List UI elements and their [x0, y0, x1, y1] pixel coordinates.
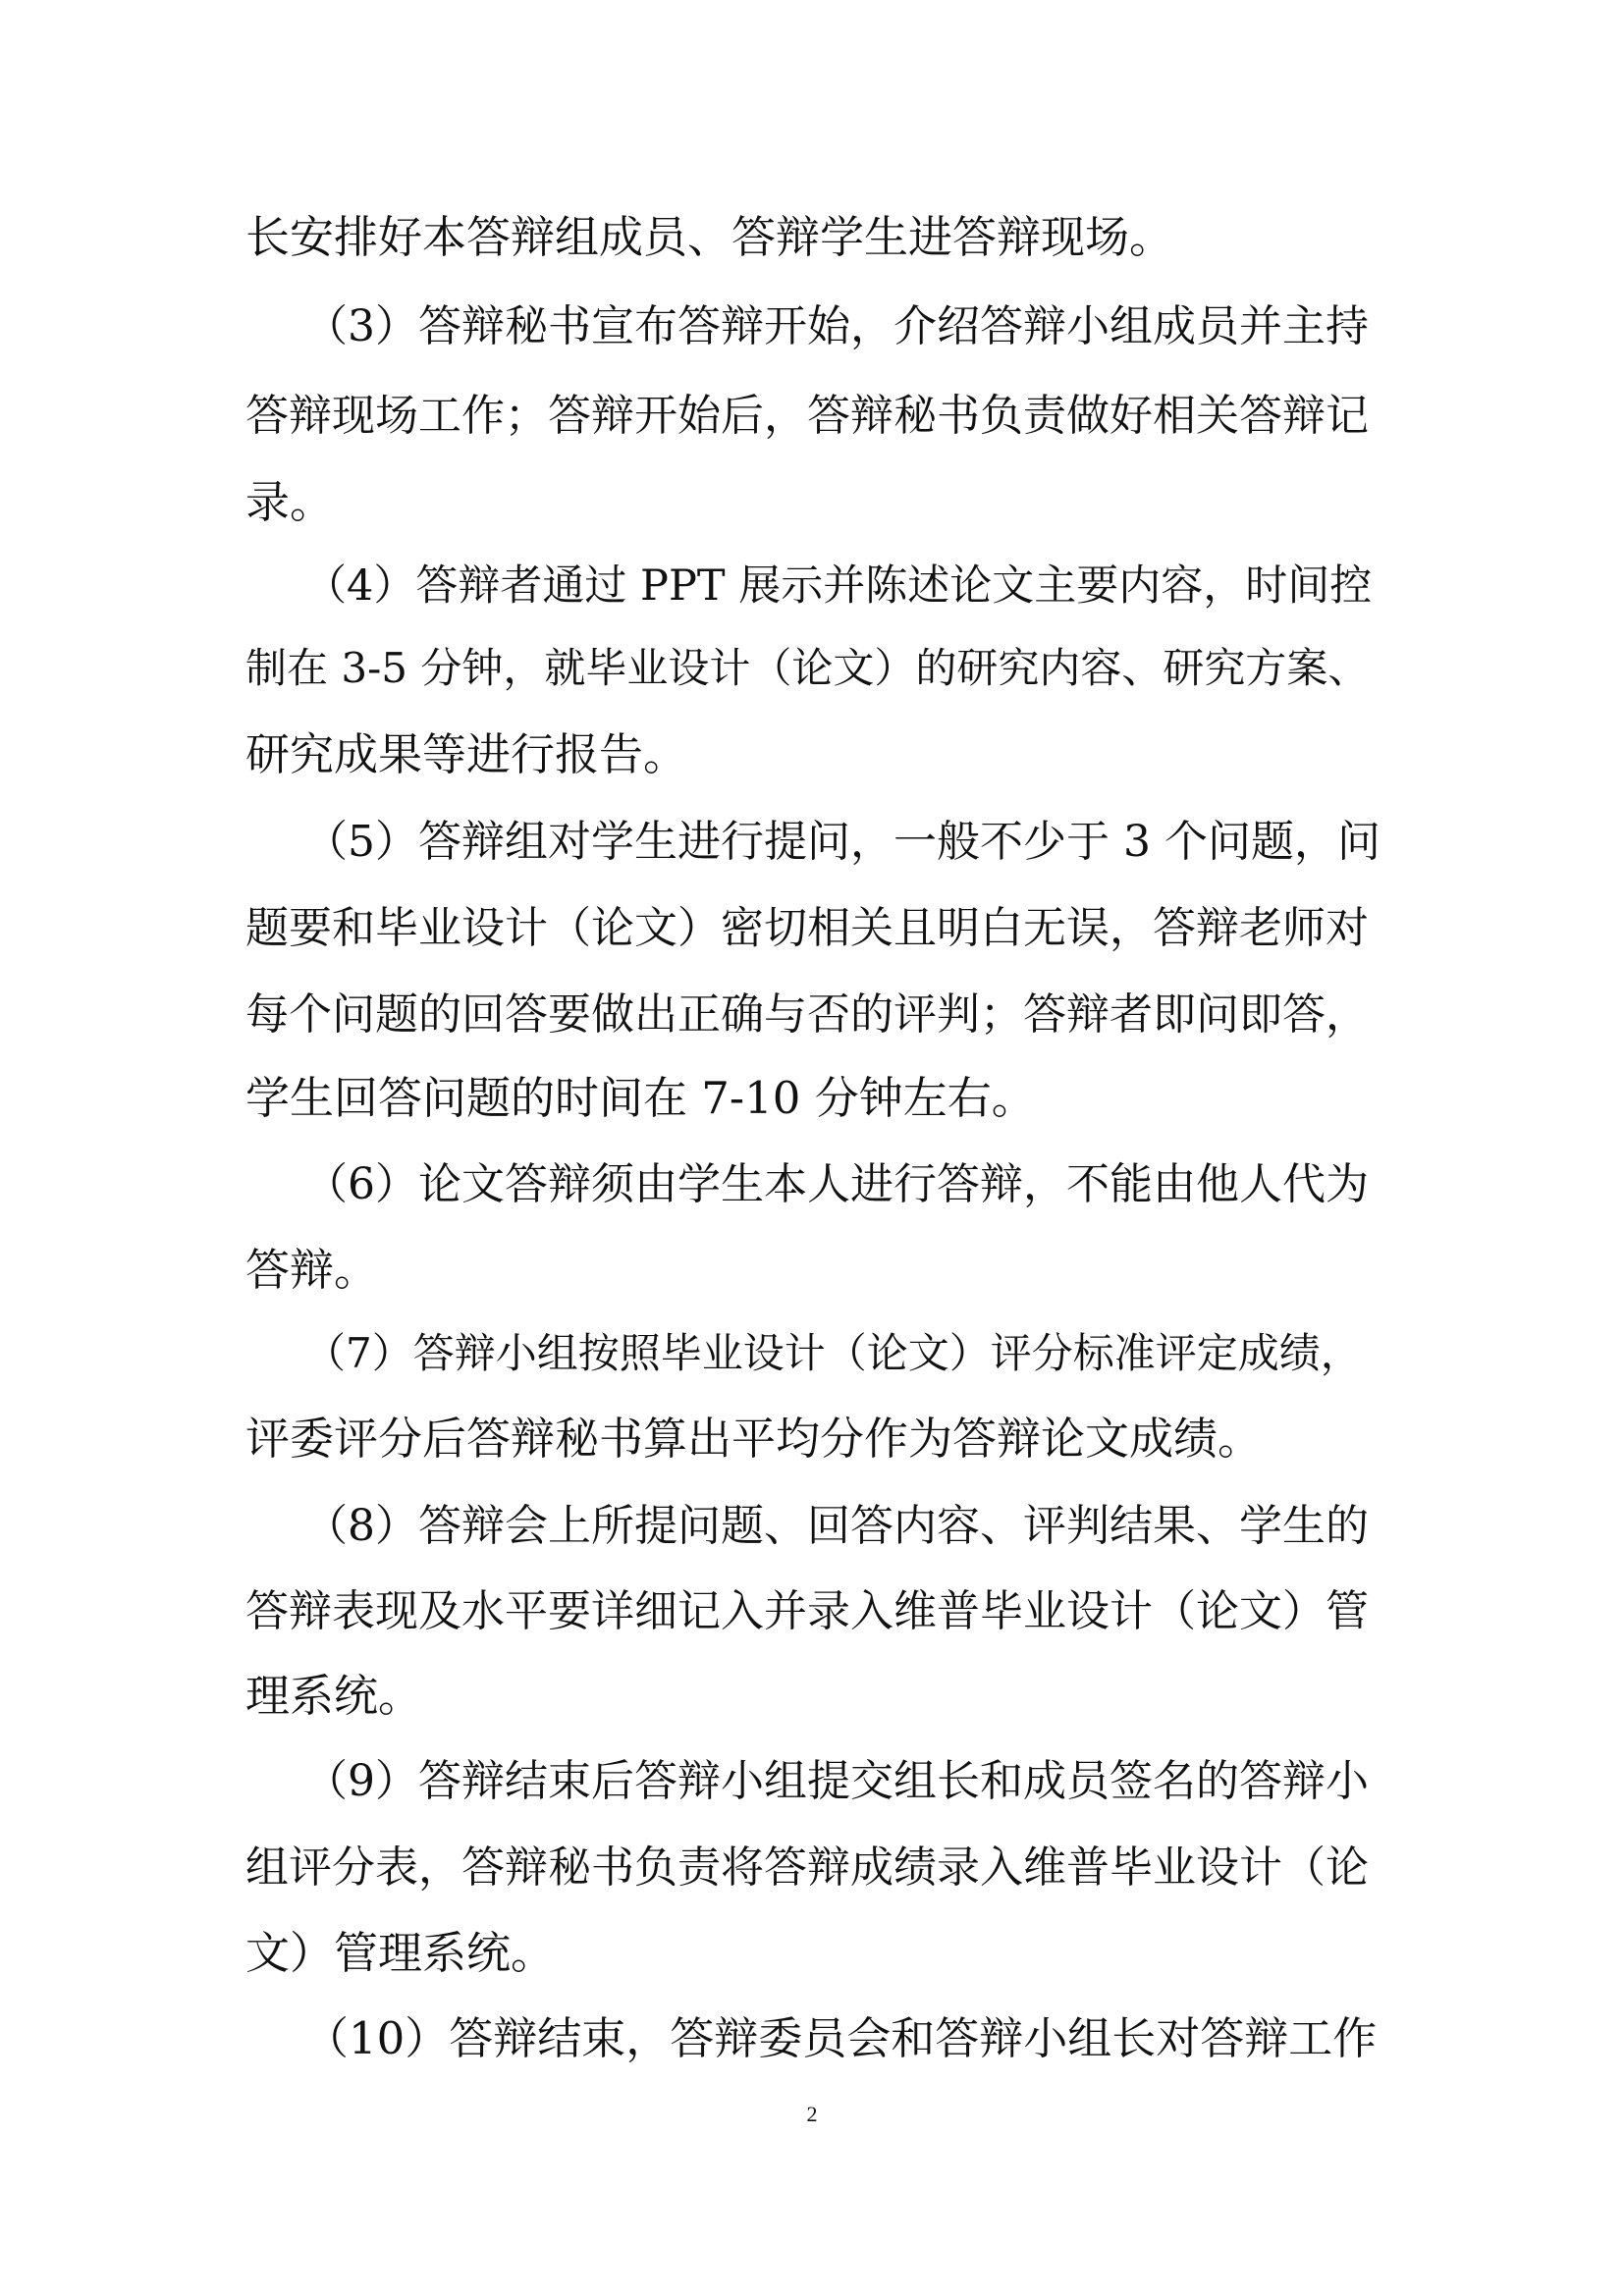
text-line: 每个问题的回答要做出正确与否的评判；答辩者即问即答，	[245, 989, 1369, 1040]
text-line: （5）答辩组对学生进行提问，一般不少于 3 个问题，问	[304, 817, 1380, 867]
text-line: 研究成果等进行报告。	[245, 728, 688, 780]
text-line: （7）答辩小组按照毕业设计（论文）评分标准评定成绩，	[304, 1329, 1362, 1377]
text-line: 制在 3-5 分钟，就毕业设计（论文）的研究内容、研究方案、	[245, 644, 1370, 692]
text-line: （10）答辩结束，答辩委员会和答辩小组长对答辩工作	[304, 2012, 1378, 2064]
text-line: 答辩表现及水平要详细记入并录入维普毕业设计（论文）管	[245, 1586, 1369, 1636]
page-number: 2	[806, 2102, 818, 2126]
text-line: （3）答辩秘书宣布答辩开始，介绍答辩小组成员并主持	[304, 301, 1369, 351]
text-line: 学生回答问题的时间在 7-10 分钟左右。	[245, 1072, 1036, 1124]
text-line: 组评分表，答辩秘书负责将答辩成绩录入维普毕业设计（论	[245, 1842, 1369, 1893]
text-line: 答辩现场工作；答辩开始后，答辩秘书负责做好相关答辩记	[245, 391, 1369, 441]
text-line: 理系统。	[245, 1670, 423, 1722]
text-line: （9）答辩结束后答辩小组提交组长和成员签名的答辩小	[304, 1756, 1369, 1806]
text-line: 录。	[245, 476, 335, 528]
text-line: （4）答辩者通过 PPT 展示并陈述论文主要内容，时间控	[304, 561, 1373, 611]
text-line: 文）管理系统。	[245, 1927, 556, 1979]
text-line: 评委评分后答辩秘书算出平均分作为答辩论文成绩。	[245, 1413, 1263, 1465]
text-line: 答辩。	[245, 1244, 379, 1296]
text-line: 题要和毕业设计（论文）密切相关且明白无误，答辩老师对	[245, 903, 1369, 953]
text-line: 长安排好本答辩组成员、答辩学生进答辩现场。	[245, 211, 1174, 263]
text-line: （6）论文答辩须由学生本人进行答辩，不能由他人代为	[304, 1159, 1369, 1209]
text-line: （8）答辩会上所提问题、回答内容、评判结果、学生的	[304, 1501, 1369, 1551]
